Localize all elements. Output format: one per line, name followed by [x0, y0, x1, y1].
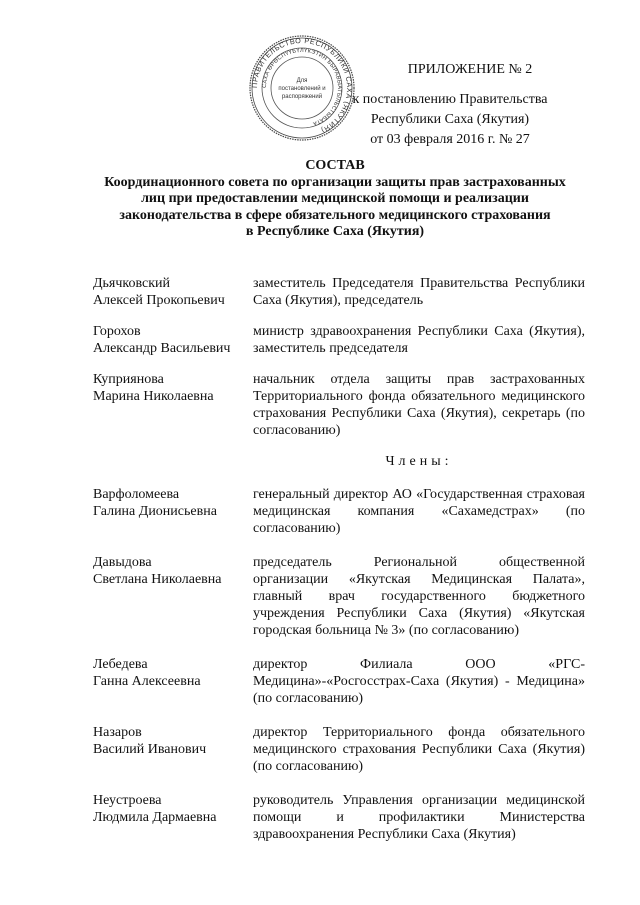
appendix-line-1: к постановлению Правительства	[352, 92, 548, 107]
members-list	[93, 486, 585, 843]
seal-center-line-1: Для	[296, 78, 308, 84]
leadership-list	[93, 275, 585, 439]
heading-line-1: Координационного совета по организации защиты прав застрахованных	[104, 174, 566, 190]
member-name	[93, 792, 253, 843]
member-role: начальник отдела защиты прав застрахованных Территориального фонда обязательного медицинского страхования Республики Саха (Якутия), секретарь (по согласованию)	[253, 372, 585, 438]
heading-line-4: в Республике Саха (Якутия)	[245, 224, 425, 239]
member-role: генеральный директор АО «Государственная страховая медицинская компания «Сахамедстрах» (по согласованию)	[253, 487, 585, 536]
member-given-names: Людмила Дармаевна	[93, 810, 217, 825]
appendix-line-2: Республики Саха (Якутия)	[370, 112, 530, 127]
member-role: руководитель Управления организации медицинской помощи и профилактики Министерства здравоохранения Республики Саха (Якутия)	[253, 793, 585, 842]
member-row	[93, 724, 585, 775]
seal-center-line-2: постановлений и	[278, 86, 326, 92]
appendix-title: ПРИЛОЖЕНИЕ № 2	[407, 62, 533, 77]
member-row	[93, 371, 585, 439]
member-given-names: Алексей Прокопьевич	[93, 293, 225, 308]
appendix-line-3: от 03 февраля 2016 г. № 27	[370, 132, 530, 147]
member-given-names: Светлана Николаевна	[93, 572, 222, 587]
seal-outer-text: ПРАВИТЕЛЬСТВО РЕСПУБЛИКИ САХА (ЯКУТИЯ)	[249, 35, 355, 136]
seal-inner-text: САХА ӨРӨСПҮҮБҮЛҮКЭТИН БЫРАВЫАТЫЛЬСТЫБАТА	[261, 47, 343, 127]
member-given-names: Александр Васильевич	[93, 341, 231, 356]
member-surname: Дьячковский	[93, 276, 171, 291]
member-name	[93, 323, 253, 357]
member-name	[93, 656, 253, 707]
member-role: председатель Региональной общественной организации «Якутская Медицинская Палата», главный врач государственного бюджетного учреждения Республики Саха (Якутия) «Якутская городская больница № 3» (по согласованию)	[253, 555, 585, 638]
heading-line-2: лиц при предоставлении медицинской помощи и реализации	[141, 191, 529, 206]
member-row	[93, 656, 585, 707]
member-name	[93, 275, 253, 309]
member-surname: Давыдова	[93, 555, 152, 570]
member-role: директор Территориального фонда обязательного медицинского страхования Республики Саха (Якутия) (по согласованию)	[253, 725, 585, 774]
member-surname: Неустроева	[93, 793, 162, 808]
member-name	[93, 554, 253, 639]
member-row	[93, 323, 585, 357]
member-row	[93, 486, 585, 537]
member-name	[93, 486, 253, 537]
member-row	[93, 275, 585, 309]
member-name	[93, 371, 253, 439]
member-given-names: Василий Иванович	[93, 742, 207, 757]
council-members-table	[93, 275, 585, 843]
member-role: министр здравоохранения Республики Саха (Якутия), заместитель председателя	[253, 324, 585, 356]
member-row	[93, 792, 585, 843]
member-surname: Назаров	[93, 725, 142, 740]
member-given-names: Галина Дионисьевна	[93, 504, 217, 519]
member-surname: Лебедева	[93, 657, 148, 672]
member-row	[93, 554, 585, 639]
seal-center-line-3: распоряжений	[281, 94, 323, 100]
member-role: заместитель Председателя Правительства Республики Саха (Якутия), председатель	[253, 276, 585, 308]
heading-title: СОСТАВ	[305, 158, 365, 173]
member-given-names: Марина Николаевна	[93, 389, 214, 404]
member-name	[93, 724, 253, 775]
member-given-names: Ганна Алексеевна	[93, 674, 201, 689]
heading-line-3: законодательства в сфере обязательного медицинского страхования	[119, 207, 551, 223]
document-heading	[70, 158, 600, 241]
members-section-header: Члены:	[385, 454, 453, 469]
member-surname: Куприянова	[93, 372, 164, 387]
member-surname: Горохов	[93, 324, 141, 339]
member-role: директор Филиала ООО «РГС-Медицина»-«Росгосстрах-Саха (Якутия) - Медицина» (по согласованию)	[253, 657, 585, 706]
appendix-block	[340, 60, 560, 150]
member-surname: Варфоломеева	[93, 487, 180, 502]
